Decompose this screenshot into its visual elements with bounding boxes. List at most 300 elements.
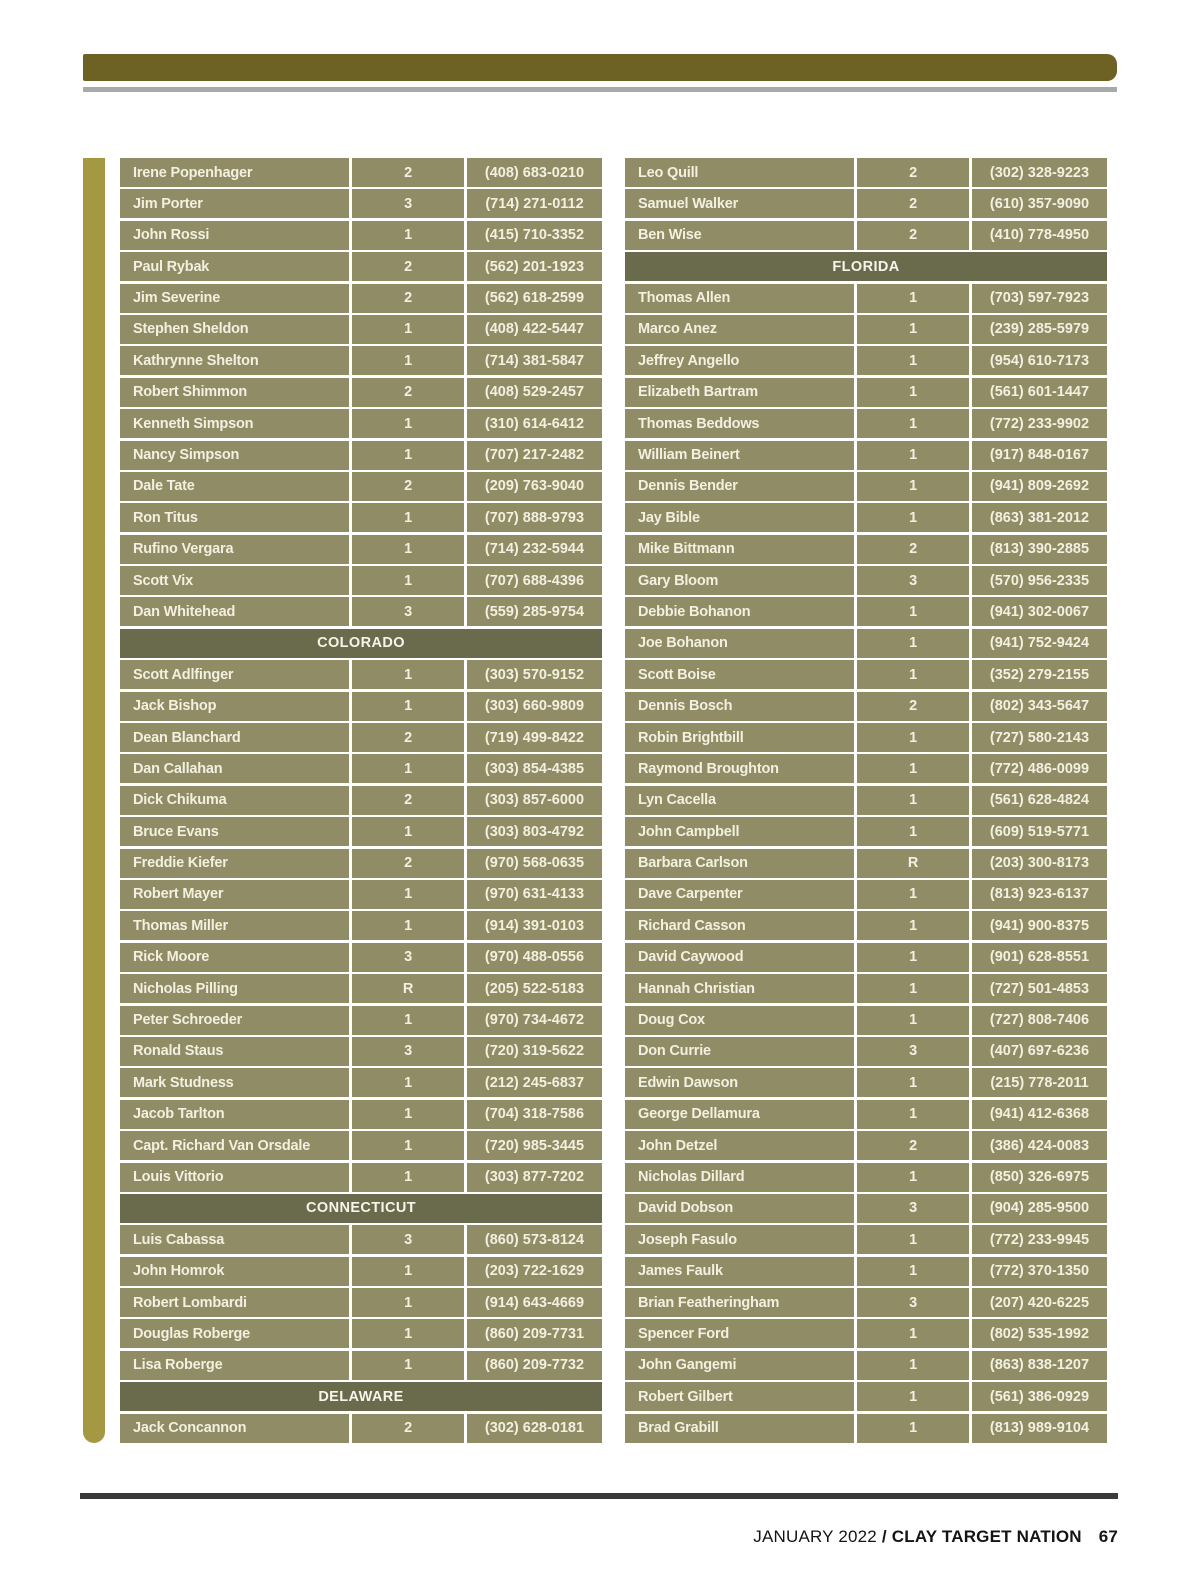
- directory-row: [625, 943, 1107, 972]
- directory-row: [625, 629, 1107, 658]
- member-class: 1: [857, 1163, 969, 1192]
- state-header-colorado: COLORADO: [120, 629, 602, 658]
- directory-row: [625, 472, 1107, 501]
- member-phone: (917) 848-0167: [972, 441, 1107, 470]
- member-name: Ron Titus: [120, 503, 349, 532]
- member-name: Nicholas Pilling: [120, 974, 349, 1003]
- directory-row: [625, 1037, 1107, 1066]
- member-class: 1: [352, 1131, 464, 1160]
- directory-row: [120, 503, 602, 532]
- member-name: Jim Severine: [120, 284, 349, 313]
- member-class: 1: [857, 911, 969, 940]
- directory-row: [625, 660, 1107, 689]
- member-class: 1: [857, 1382, 969, 1411]
- directory-row: [120, 284, 602, 313]
- directory-row: [625, 441, 1107, 470]
- top-gray-rule: [83, 87, 1117, 92]
- directory-row: [120, 880, 602, 909]
- member-name: Joe Bohanon: [625, 629, 854, 658]
- directory-row: [120, 1257, 602, 1286]
- member-name: Scott Vix: [120, 566, 349, 595]
- member-class: 3: [352, 597, 464, 626]
- directory-row: [625, 880, 1107, 909]
- member-phone: (408) 683-0210: [467, 158, 602, 187]
- directory-row: [120, 943, 602, 972]
- member-name: Raymond Broughton: [625, 754, 854, 783]
- directory-row: [625, 1194, 1107, 1223]
- member-class: 2: [857, 535, 969, 564]
- top-accent-bar: [83, 54, 1117, 81]
- directory-row: [120, 754, 602, 783]
- directory-row: [120, 158, 602, 187]
- member-phone: (941) 900-8375: [972, 911, 1107, 940]
- member-name: Irene Popenhager: [120, 158, 349, 187]
- member-name: Gary Bloom: [625, 566, 854, 595]
- member-class: 1: [352, 503, 464, 532]
- member-phone: (408) 529-2457: [467, 378, 602, 407]
- member-class: 1: [352, 1257, 464, 1286]
- member-phone: (609) 519-5771: [972, 817, 1107, 846]
- member-phone: (727) 808-7406: [972, 1006, 1107, 1035]
- directory-row: [120, 597, 602, 626]
- member-phone: (386) 424-0083: [972, 1131, 1107, 1160]
- member-name: Freddie Kiefer: [120, 849, 349, 878]
- directory-row: [625, 221, 1107, 250]
- directory-row: [625, 189, 1107, 218]
- member-name: Rufino Vergara: [120, 535, 349, 564]
- directory-row: [120, 189, 602, 218]
- member-class: 1: [857, 284, 969, 313]
- member-phone: (205) 522-5183: [467, 974, 602, 1003]
- member-name: Robert Gilbert: [625, 1382, 854, 1411]
- directory-row: [625, 315, 1107, 344]
- directory-row: [120, 441, 602, 470]
- directory-row: [625, 723, 1107, 752]
- member-phone: (802) 535-1992: [972, 1319, 1107, 1348]
- member-name: Kathrynne Shelton: [120, 346, 349, 375]
- member-class: 1: [857, 723, 969, 752]
- member-name: Nancy Simpson: [120, 441, 349, 470]
- directory-row: [120, 849, 602, 878]
- member-phone: (212) 245-6837: [467, 1068, 602, 1097]
- member-phone: (813) 390-2885: [972, 535, 1107, 564]
- member-class: 1: [352, 1100, 464, 1129]
- directory-column-right: [625, 158, 1107, 1443]
- member-phone: (561) 386-0929: [972, 1382, 1107, 1411]
- member-phone: (850) 326-6975: [972, 1163, 1107, 1192]
- member-class: 3: [352, 1037, 464, 1066]
- member-phone: (714) 232-5944: [467, 535, 602, 564]
- member-phone: (772) 370-1350: [972, 1257, 1107, 1286]
- directory-row: [120, 535, 602, 564]
- member-phone: (203) 722-1629: [467, 1257, 602, 1286]
- member-name: Kenneth Simpson: [120, 409, 349, 438]
- member-phone: (813) 923-6137: [972, 880, 1107, 909]
- directory-row: [120, 974, 602, 1003]
- member-phone: (970) 734-4672: [467, 1006, 602, 1035]
- member-name: Thomas Miller: [120, 911, 349, 940]
- member-class: 1: [352, 221, 464, 250]
- directory-row: [120, 1225, 602, 1254]
- directory-row: [120, 566, 602, 595]
- member-class: 1: [352, 754, 464, 783]
- member-class: 1: [857, 315, 969, 344]
- directory-row: [120, 409, 602, 438]
- directory-row: [120, 472, 602, 501]
- directory-row: [625, 1414, 1107, 1443]
- member-phone: (303) 854-4385: [467, 754, 602, 783]
- member-class: 1: [857, 786, 969, 815]
- member-class: 2: [352, 849, 464, 878]
- member-phone: (302) 628-0181: [467, 1414, 602, 1443]
- member-name: Scott Boise: [625, 660, 854, 689]
- member-class: 1: [857, 880, 969, 909]
- member-class: 1: [352, 1163, 464, 1192]
- member-name: Jacob Tarlton: [120, 1100, 349, 1129]
- directory-row: [625, 503, 1107, 532]
- directory-row: [625, 378, 1107, 407]
- member-phone: (860) 209-7732: [467, 1351, 602, 1380]
- directory-row: [625, 409, 1107, 438]
- member-phone: (570) 956-2335: [972, 566, 1107, 595]
- member-phone: (970) 488-0556: [467, 943, 602, 972]
- member-class: R: [857, 849, 969, 878]
- directory-row: [120, 723, 602, 752]
- member-phone: (941) 809-2692: [972, 472, 1107, 501]
- member-class: 1: [857, 1068, 969, 1097]
- member-class: 2: [352, 284, 464, 313]
- directory-row: [120, 692, 602, 721]
- member-phone: (239) 285-5979: [972, 315, 1107, 344]
- directory-row: [625, 535, 1107, 564]
- member-name: Robert Shimmon: [120, 378, 349, 407]
- member-name: Joseph Fasulo: [625, 1225, 854, 1254]
- member-class: 1: [857, 378, 969, 407]
- member-phone: (561) 628-4824: [972, 786, 1107, 815]
- member-class: 3: [857, 1194, 969, 1223]
- member-name: John Campbell: [625, 817, 854, 846]
- member-name: Bruce Evans: [120, 817, 349, 846]
- member-phone: (207) 420-6225: [972, 1288, 1107, 1317]
- member-name: David Caywood: [625, 943, 854, 972]
- member-class: 2: [857, 158, 969, 187]
- member-phone: (410) 778-4950: [972, 221, 1107, 250]
- directory-row: [120, 1351, 602, 1380]
- member-class: 2: [857, 692, 969, 721]
- member-class: 1: [352, 1068, 464, 1097]
- directory-row: [120, 315, 602, 344]
- member-phone: (303) 803-4792: [467, 817, 602, 846]
- member-name: Douglas Roberge: [120, 1319, 349, 1348]
- member-class: 2: [857, 189, 969, 218]
- member-name: Paul Rybak: [120, 252, 349, 281]
- member-phone: (904) 285-9500: [972, 1194, 1107, 1223]
- directory-row: [625, 284, 1107, 313]
- member-class: 2: [352, 472, 464, 501]
- member-class: 1: [352, 660, 464, 689]
- member-name: Leo Quill: [625, 158, 854, 187]
- member-class: 1: [352, 880, 464, 909]
- member-class: 1: [857, 346, 969, 375]
- member-name: Edwin Dawson: [625, 1068, 854, 1097]
- directory-row: [625, 1225, 1107, 1254]
- member-class: 1: [857, 1100, 969, 1129]
- member-name: George Dellamura: [625, 1100, 854, 1129]
- directory-row: [625, 911, 1107, 940]
- member-name: Richard Casson: [625, 911, 854, 940]
- member-class: 1: [857, 974, 969, 1003]
- member-class: 1: [857, 1319, 969, 1348]
- member-name: Brian Featheringham: [625, 1288, 854, 1317]
- member-class: 2: [352, 723, 464, 752]
- directory-row: [120, 817, 602, 846]
- directory-row: [120, 911, 602, 940]
- member-class: 1: [352, 911, 464, 940]
- directory-row: [625, 849, 1107, 878]
- directory-row: [120, 1100, 602, 1129]
- member-class: 1: [857, 1351, 969, 1380]
- member-phone: (303) 857-6000: [467, 786, 602, 815]
- member-name: Ronald Staus: [120, 1037, 349, 1066]
- footer-rule: [80, 1493, 1118, 1499]
- member-class: 1: [857, 409, 969, 438]
- member-name: John Detzel: [625, 1131, 854, 1160]
- member-phone: (562) 201-1923: [467, 252, 602, 281]
- member-phone: (941) 752-9424: [972, 629, 1107, 658]
- member-phone: (415) 710-3352: [467, 221, 602, 250]
- member-class: 1: [352, 346, 464, 375]
- member-phone: (860) 209-7731: [467, 1319, 602, 1348]
- directory-row: [120, 1068, 602, 1097]
- member-class: 1: [857, 943, 969, 972]
- member-phone: (703) 597-7923: [972, 284, 1107, 313]
- member-phone: (310) 614-6412: [467, 409, 602, 438]
- member-class: 1: [857, 629, 969, 658]
- member-name: Thomas Allen: [625, 284, 854, 313]
- member-class: 1: [857, 754, 969, 783]
- directory-column-left: [120, 158, 602, 1443]
- member-name: Dick Chikuma: [120, 786, 349, 815]
- directory-row: [625, 1006, 1107, 1035]
- member-name: Robert Mayer: [120, 880, 349, 909]
- member-class: 1: [857, 1006, 969, 1035]
- directory-row: [625, 974, 1107, 1003]
- member-class: 1: [857, 1414, 969, 1443]
- member-phone: (941) 302-0067: [972, 597, 1107, 626]
- member-name: Scott Adlfinger: [120, 660, 349, 689]
- member-phone: (704) 318-7586: [467, 1100, 602, 1129]
- member-name: Stephen Sheldon: [120, 315, 349, 344]
- member-name: Dennis Bender: [625, 472, 854, 501]
- directory-row: [120, 786, 602, 815]
- member-name: Ben Wise: [625, 221, 854, 250]
- member-phone: (941) 412-6368: [972, 1100, 1107, 1129]
- directory-row: [625, 1288, 1107, 1317]
- member-phone: (714) 271-0112: [467, 189, 602, 218]
- directory-row: [625, 754, 1107, 783]
- directory-row: [120, 1319, 602, 1348]
- directory-row: [625, 597, 1107, 626]
- member-name: Capt. Richard Van Orsdale: [120, 1131, 349, 1160]
- member-phone: (772) 486-0099: [972, 754, 1107, 783]
- member-name: John Rossi: [120, 221, 349, 250]
- member-name: Don Currie: [625, 1037, 854, 1066]
- member-class: 3: [857, 1037, 969, 1066]
- member-class: 2: [352, 252, 464, 281]
- member-name: Dale Tate: [120, 472, 349, 501]
- directory-row: [120, 221, 602, 250]
- member-name: Louis Vittorio: [120, 1163, 349, 1192]
- member-class: 2: [857, 221, 969, 250]
- member-phone: (303) 570-9152: [467, 660, 602, 689]
- member-class: 1: [352, 817, 464, 846]
- member-phone: (352) 279-2155: [972, 660, 1107, 689]
- member-name: Thomas Beddows: [625, 409, 854, 438]
- member-class: 3: [857, 1288, 969, 1317]
- directory-row: [625, 1068, 1107, 1097]
- member-class: 2: [857, 1131, 969, 1160]
- member-phone: (914) 391-0103: [467, 911, 602, 940]
- member-phone: (209) 763-9040: [467, 472, 602, 501]
- member-phone: (707) 217-2482: [467, 441, 602, 470]
- member-name: Hannah Christian: [625, 974, 854, 1003]
- member-name: David Dobson: [625, 1194, 854, 1223]
- member-name: Debbie Bohanon: [625, 597, 854, 626]
- member-phone: (720) 985-3445: [467, 1131, 602, 1160]
- directory-row: [120, 1414, 602, 1443]
- member-name: Luis Cabassa: [120, 1225, 349, 1254]
- member-name: Barbara Carlson: [625, 849, 854, 878]
- directory-row: [625, 346, 1107, 375]
- member-name: Brad Grabill: [625, 1414, 854, 1443]
- member-class: 2: [352, 1414, 464, 1443]
- member-phone: (772) 233-9902: [972, 409, 1107, 438]
- member-name: John Homrok: [120, 1257, 349, 1286]
- member-class: 1: [352, 1006, 464, 1035]
- member-class: R: [352, 974, 464, 1003]
- directory-row: [120, 252, 602, 281]
- member-class: 3: [352, 189, 464, 218]
- left-accent-bar: [83, 158, 105, 1443]
- member-name: Rick Moore: [120, 943, 349, 972]
- member-class: 1: [352, 409, 464, 438]
- member-phone: (970) 568-0635: [467, 849, 602, 878]
- footer-separator: /: [881, 1527, 887, 1546]
- member-name: William Beinert: [625, 441, 854, 470]
- directory-row: [120, 346, 602, 375]
- directory-row: [625, 1319, 1107, 1348]
- member-phone: (215) 778-2011: [972, 1068, 1107, 1097]
- directory-row: [625, 1131, 1107, 1160]
- member-name: Mike Bittmann: [625, 535, 854, 564]
- member-class: 1: [352, 1319, 464, 1348]
- directory-row: [625, 566, 1107, 595]
- member-name: Peter Schroeder: [120, 1006, 349, 1035]
- directory-row: [120, 1006, 602, 1035]
- member-phone: (901) 628-8551: [972, 943, 1107, 972]
- member-name: Jay Bible: [625, 503, 854, 532]
- member-class: 1: [352, 1351, 464, 1380]
- member-phone: (707) 888-9793: [467, 503, 602, 532]
- member-phone: (860) 573-8124: [467, 1225, 602, 1254]
- member-name: Dave Carpenter: [625, 880, 854, 909]
- member-phone: (407) 697-6236: [972, 1037, 1107, 1066]
- member-name: Robert Lombardi: [120, 1288, 349, 1317]
- member-phone: (720) 319-5622: [467, 1037, 602, 1066]
- member-class: 1: [352, 1288, 464, 1317]
- member-name: Jim Porter: [120, 189, 349, 218]
- member-phone: (303) 660-9809: [467, 692, 602, 721]
- directory-row: [120, 378, 602, 407]
- member-phone: (408) 422-5447: [467, 315, 602, 344]
- member-name: Doug Cox: [625, 1006, 854, 1035]
- member-name: Dennis Bosch: [625, 692, 854, 721]
- directory-row: [625, 692, 1107, 721]
- member-phone: (719) 499-8422: [467, 723, 602, 752]
- member-class: 1: [857, 441, 969, 470]
- directory-row: [120, 1037, 602, 1066]
- member-phone: (302) 328-9223: [972, 158, 1107, 187]
- member-class: 1: [857, 503, 969, 532]
- member-phone: (863) 838-1207: [972, 1351, 1107, 1380]
- member-class: 1: [352, 535, 464, 564]
- member-class: 1: [857, 1257, 969, 1286]
- member-name: Marco Anez: [625, 315, 854, 344]
- member-name: Elizabeth Bartram: [625, 378, 854, 407]
- directory-row: [120, 660, 602, 689]
- member-class: 1: [352, 441, 464, 470]
- member-class: 1: [857, 597, 969, 626]
- member-class: 2: [352, 158, 464, 187]
- member-phone: (727) 580-2143: [972, 723, 1107, 752]
- directory-row: [625, 817, 1107, 846]
- state-header-florida: FLORIDA: [625, 252, 1107, 281]
- footer-issue-date: JANUARY 2022: [753, 1527, 877, 1546]
- member-phone: (727) 501-4853: [972, 974, 1107, 1003]
- member-directory: [120, 158, 1107, 1443]
- member-name: Dan Whitehead: [120, 597, 349, 626]
- member-class: 1: [857, 817, 969, 846]
- directory-row: [625, 1100, 1107, 1129]
- footer-page-number: 67: [1098, 1527, 1118, 1546]
- directory-row: [625, 1351, 1107, 1380]
- member-name: Jack Concannon: [120, 1414, 349, 1443]
- member-phone: (707) 688-4396: [467, 566, 602, 595]
- page-footer: [753, 1527, 1118, 1547]
- member-class: 3: [352, 1225, 464, 1254]
- member-name: Jeffrey Angello: [625, 346, 854, 375]
- member-class: 3: [352, 943, 464, 972]
- member-phone: (813) 989-9104: [972, 1414, 1107, 1443]
- member-name: Jack Bishop: [120, 692, 349, 721]
- state-header-delaware: DELAWARE: [120, 1382, 602, 1411]
- state-header-connecticut: CONNECTICUT: [120, 1194, 602, 1223]
- member-name: Dean Blanchard: [120, 723, 349, 752]
- member-name: Lisa Roberge: [120, 1351, 349, 1380]
- member-phone: (203) 300-8173: [972, 849, 1107, 878]
- directory-row: [120, 1163, 602, 1192]
- member-phone: (714) 381-5847: [467, 346, 602, 375]
- member-class: 1: [857, 1225, 969, 1254]
- member-name: John Gangemi: [625, 1351, 854, 1380]
- member-class: 1: [352, 566, 464, 595]
- member-name: Dan Callahan: [120, 754, 349, 783]
- member-phone: (610) 357-9090: [972, 189, 1107, 218]
- member-class: 3: [857, 566, 969, 595]
- member-phone: (863) 381-2012: [972, 503, 1107, 532]
- member-phone: (802) 343-5647: [972, 692, 1107, 721]
- member-class: 1: [857, 472, 969, 501]
